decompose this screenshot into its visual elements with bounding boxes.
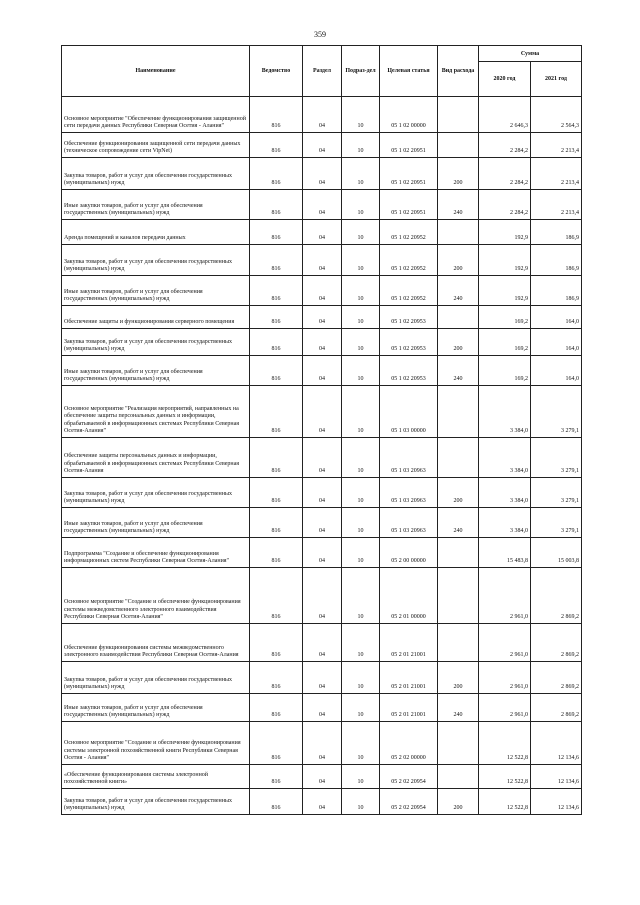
row-amount-2021: 12 134,6: [531, 722, 582, 765]
row-department: 816: [250, 568, 303, 624]
row-amount-2020: 2 961,0: [479, 662, 531, 694]
header-year-2020: 2020 год: [479, 62, 531, 97]
row-amount-2020: 3 384,0: [479, 438, 531, 478]
row-amount-2021: 164,0: [531, 329, 582, 356]
row-section: 04: [303, 789, 342, 815]
table-row: [62, 538, 582, 568]
row-amount-2021: 164,0: [531, 306, 582, 329]
table-row: [62, 765, 582, 789]
row-section: 04: [303, 624, 342, 662]
row-expense-type: [438, 765, 479, 789]
row-amount-2021: 3 279,1: [531, 478, 582, 508]
row-amount-2020: 169,2: [479, 306, 531, 329]
row-expense-type: 200: [438, 662, 479, 694]
row-target-article: 05 1 02 20952: [380, 276, 438, 306]
table-row: [62, 478, 582, 508]
row-amount-2020: 15 483,8: [479, 538, 531, 568]
row-department: 816: [250, 190, 303, 220]
row-department: 816: [250, 438, 303, 478]
row-department: 816: [250, 624, 303, 662]
header-subsection: Подраз-дел: [342, 46, 380, 97]
row-target-article: 05 1 02 20951: [380, 190, 438, 220]
row-subsection: 10: [342, 276, 380, 306]
row-section: 04: [303, 765, 342, 789]
row-department: 816: [250, 245, 303, 276]
row-amount-2020: 192,9: [479, 276, 531, 306]
row-amount-2020: 12 522,8: [479, 722, 531, 765]
row-name: Основное мероприятие "Обеспечение функционирования защищенной сети передачи данных Республики Северная Осетия - Алания": [62, 97, 250, 133]
row-amount-2021: 2 869,2: [531, 624, 582, 662]
row-department: 816: [250, 508, 303, 538]
row-department: 816: [250, 97, 303, 133]
table-row: [62, 220, 582, 245]
row-amount-2021: 3 279,1: [531, 386, 582, 438]
row-name: Закупка товаров, работ и услуг для обеспечения государственных (муниципальных) нужд: [62, 245, 250, 276]
row-subsection: 10: [342, 765, 380, 789]
row-subsection: 10: [342, 568, 380, 624]
row-target-article: 05 1 03 20963: [380, 478, 438, 508]
row-target-article: 05 1 03 20963: [380, 438, 438, 478]
budget-table: [61, 45, 582, 815]
row-expense-type: [438, 306, 479, 329]
row-department: 816: [250, 133, 303, 158]
row-section: 04: [303, 276, 342, 306]
row-subsection: 10: [342, 133, 380, 158]
header-name: Наименование: [62, 46, 250, 97]
row-amount-2021: 2 869,2: [531, 568, 582, 624]
row-name: Подпрограмма "Создание и обеспечение функционирования информационных систем Республики Северная Осетия-Алания": [62, 538, 250, 568]
table-row: [62, 245, 582, 276]
row-section: 04: [303, 245, 342, 276]
table-body: [62, 97, 582, 815]
row-section: 04: [303, 329, 342, 356]
row-expense-type: 200: [438, 329, 479, 356]
table-row: [62, 386, 582, 438]
row-name: Закупка товаров, работ и услуг для обеспечения государственных (муниципальных) нужд: [62, 789, 250, 815]
row-department: 816: [250, 158, 303, 190]
row-expense-type: [438, 133, 479, 158]
row-subsection: 10: [342, 356, 380, 386]
row-expense-type: 240: [438, 276, 479, 306]
row-target-article: 05 1 02 20951: [380, 158, 438, 190]
row-amount-2021: 186,9: [531, 220, 582, 245]
header-section: Раздел: [303, 46, 342, 97]
table-row: [62, 306, 582, 329]
page-number: 359: [314, 30, 326, 39]
row-section: 04: [303, 438, 342, 478]
row-target-article: 05 1 03 00000: [380, 386, 438, 438]
row-amount-2021: 2 213,4: [531, 133, 582, 158]
row-section: 04: [303, 662, 342, 694]
row-target-article: 05 1 02 20953: [380, 329, 438, 356]
row-section: 04: [303, 478, 342, 508]
header-sum: Сумма: [479, 46, 582, 62]
row-subsection: 10: [342, 438, 380, 478]
row-name: Закупка товаров, работ и услуг для обеспечения государственных (муниципальных) нужд: [62, 478, 250, 508]
row-subsection: 10: [342, 97, 380, 133]
row-target-article: 05 2 01 00000: [380, 568, 438, 624]
row-name: Иные закупки товаров, работ и услуг для обеспечения государственных (муниципальных) нужд: [62, 508, 250, 538]
row-expense-type: [438, 386, 479, 438]
table-row: [62, 694, 582, 722]
row-department: 816: [250, 765, 303, 789]
row-department: 816: [250, 662, 303, 694]
row-target-article: 05 1 02 20952: [380, 220, 438, 245]
row-section: 04: [303, 158, 342, 190]
row-department: 816: [250, 722, 303, 765]
row-target-article: 05 2 01 21001: [380, 662, 438, 694]
table-row: [62, 356, 582, 386]
row-subsection: 10: [342, 722, 380, 765]
row-amount-2021: 2 869,2: [531, 694, 582, 722]
row-expense-type: 200: [438, 478, 479, 508]
row-amount-2020: 2 284,2: [479, 133, 531, 158]
row-subsection: 10: [342, 789, 380, 815]
row-department: 816: [250, 329, 303, 356]
row-expense-type: 240: [438, 694, 479, 722]
table-row: [62, 508, 582, 538]
row-section: 04: [303, 386, 342, 438]
row-section: 04: [303, 722, 342, 765]
row-department: 816: [250, 306, 303, 329]
row-name: Иные закупки товаров, работ и услуг для обеспечения государственных (муниципальных) нужд: [62, 356, 250, 386]
table-row: [62, 133, 582, 158]
row-subsection: 10: [342, 508, 380, 538]
table-row: [62, 158, 582, 190]
header-expense-type: Вид расхода: [438, 46, 479, 97]
row-section: 04: [303, 97, 342, 133]
row-target-article: 05 1 02 00000: [380, 97, 438, 133]
row-name: «Обеспечение функционирования системы электронной похозяйственной книги»: [62, 765, 250, 789]
row-department: 816: [250, 386, 303, 438]
row-name: Обеспечение защиты и функционирования серверного помещения: [62, 306, 250, 329]
table-row: [62, 722, 582, 765]
row-subsection: 10: [342, 245, 380, 276]
row-name: Иные закупки товаров, работ и услуг для обеспечения государственных (муниципальных) нужд: [62, 276, 250, 306]
row-name: Закупка товаров, работ и услуг для обеспечения государственных (муниципальных) нужд: [62, 329, 250, 356]
row-target-article: 05 2 02 20954: [380, 765, 438, 789]
table-row: [62, 568, 582, 624]
row-amount-2020: 2 961,0: [479, 568, 531, 624]
table-row: [62, 276, 582, 306]
row-expense-type: 200: [438, 245, 479, 276]
row-expense-type: [438, 220, 479, 245]
row-amount-2020: 2 961,0: [479, 624, 531, 662]
row-name: Основное мероприятие "Создание и обеспечение функционирования системы электронной похозяйственной книги Республики Северная Осетия - Алания": [62, 722, 250, 765]
row-section: 04: [303, 568, 342, 624]
row-expense-type: [438, 438, 479, 478]
row-target-article: 05 1 02 20953: [380, 356, 438, 386]
header-target-article: Целевая статья: [380, 46, 438, 97]
row-subsection: 10: [342, 220, 380, 245]
row-subsection: 10: [342, 190, 380, 220]
row-subsection: 10: [342, 329, 380, 356]
row-department: 816: [250, 220, 303, 245]
row-amount-2020: 2 646,3: [479, 97, 531, 133]
row-amount-2021: 2 213,4: [531, 158, 582, 190]
row-target-article: 05 1 03 20963: [380, 508, 438, 538]
row-name: Закупка товаров, работ и услуг для обеспечения государственных (муниципальных) нужд: [62, 158, 250, 190]
row-name: Основное мероприятие "Создание и обеспечение функционирования системы межведомственного электронного взаимодействия Республики Северная Осетия-Алания": [62, 568, 250, 624]
row-department: 816: [250, 694, 303, 722]
row-expense-type: [438, 538, 479, 568]
row-expense-type: [438, 568, 479, 624]
row-department: 816: [250, 478, 303, 508]
row-amount-2021: 164,0: [531, 356, 582, 386]
row-amount-2020: 192,9: [479, 220, 531, 245]
row-department: 816: [250, 538, 303, 568]
row-name: Обеспечение функционирования системы межведомственного электронного взаимодействия Республики Северная Осетия-Алания: [62, 624, 250, 662]
row-expense-type: 200: [438, 158, 479, 190]
row-target-article: 05 1 02 20952: [380, 245, 438, 276]
row-amount-2020: 169,2: [479, 356, 531, 386]
row-amount-2021: 15 003,8: [531, 538, 582, 568]
row-name: Иные закупки товаров, работ и услуг для обеспечения государственных (муниципальных) нужд: [62, 190, 250, 220]
header-year-2021: 2021 год: [531, 62, 582, 97]
row-target-article: 05 2 02 20954: [380, 789, 438, 815]
row-amount-2020: 192,9: [479, 245, 531, 276]
row-subsection: 10: [342, 662, 380, 694]
table-row: [62, 329, 582, 356]
table-row: [62, 624, 582, 662]
row-expense-type: [438, 722, 479, 765]
row-section: 04: [303, 133, 342, 158]
row-section: 04: [303, 508, 342, 538]
row-target-article: 05 2 01 21001: [380, 624, 438, 662]
row-name: Обеспечение функционирования защищенной сети передачи данных (техническое сопровождение сети VipNet): [62, 133, 250, 158]
row-amount-2021: 3 279,1: [531, 438, 582, 478]
row-section: 04: [303, 190, 342, 220]
row-name: Иные закупки товаров, работ и услуг для обеспечения государственных (муниципальных) нужд: [62, 694, 250, 722]
row-expense-type: [438, 97, 479, 133]
row-subsection: 10: [342, 624, 380, 662]
row-amount-2020: 3 384,0: [479, 478, 531, 508]
row-amount-2020: 12 522,8: [479, 789, 531, 815]
row-subsection: 10: [342, 386, 380, 438]
row-target-article: 05 1 02 20951: [380, 133, 438, 158]
row-section: 04: [303, 538, 342, 568]
table-row: [62, 662, 582, 694]
table-row: [62, 438, 582, 478]
row-amount-2020: 2 284,2: [479, 158, 531, 190]
row-expense-type: 240: [438, 356, 479, 386]
row-section: 04: [303, 356, 342, 386]
table-row: [62, 97, 582, 133]
row-target-article: 05 2 02 00000: [380, 722, 438, 765]
row-name: Основное мероприятие "Реализация мероприятий, направленных на обеспечение защиты персональных данных и информации, обрабатываемой в информационных системах Республики Северная Осетия-Алания": [62, 386, 250, 438]
row-name: Аренда помещений и каналов передачи данных: [62, 220, 250, 245]
row-section: 04: [303, 306, 342, 329]
row-subsection: 10: [342, 694, 380, 722]
row-section: 04: [303, 220, 342, 245]
row-target-article: 05 2 00 00000: [380, 538, 438, 568]
row-department: 816: [250, 356, 303, 386]
row-department: 816: [250, 276, 303, 306]
row-amount-2020: 3 384,0: [479, 508, 531, 538]
row-expense-type: 200: [438, 789, 479, 815]
row-name: Обеспечение защиты персональных данных и информации, обрабатываемой в информационных системах Республики Северная Осетия-Алания: [62, 438, 250, 478]
row-amount-2020: 3 384,0: [479, 386, 531, 438]
row-amount-2021: 186,9: [531, 245, 582, 276]
row-amount-2020: 2 961,0: [479, 694, 531, 722]
row-amount-2021: 2 564,3: [531, 97, 582, 133]
row-subsection: 10: [342, 306, 380, 329]
header-department: Ведомство: [250, 46, 303, 97]
row-subsection: 10: [342, 478, 380, 508]
table-row: [62, 190, 582, 220]
row-target-article: 05 1 02 20953: [380, 306, 438, 329]
row-amount-2021: 2 213,4: [531, 190, 582, 220]
row-name: Закупка товаров, работ и услуг для обеспечения государственных (муниципальных) нужд: [62, 662, 250, 694]
row-department: 816: [250, 789, 303, 815]
row-expense-type: 240: [438, 508, 479, 538]
row-amount-2021: 3 279,1: [531, 508, 582, 538]
row-amount-2020: 2 284,2: [479, 190, 531, 220]
row-amount-2021: 12 134,6: [531, 789, 582, 815]
row-amount-2020: 12 522,8: [479, 765, 531, 789]
row-amount-2020: 169,2: [479, 329, 531, 356]
row-amount-2021: 2 869,2: [531, 662, 582, 694]
row-section: 04: [303, 694, 342, 722]
row-amount-2021: 12 134,6: [531, 765, 582, 789]
row-expense-type: 240: [438, 190, 479, 220]
row-amount-2021: 186,9: [531, 276, 582, 306]
row-expense-type: [438, 624, 479, 662]
table-row: [62, 789, 582, 815]
row-subsection: 10: [342, 158, 380, 190]
row-subsection: 10: [342, 538, 380, 568]
row-target-article: 05 2 01 21001: [380, 694, 438, 722]
